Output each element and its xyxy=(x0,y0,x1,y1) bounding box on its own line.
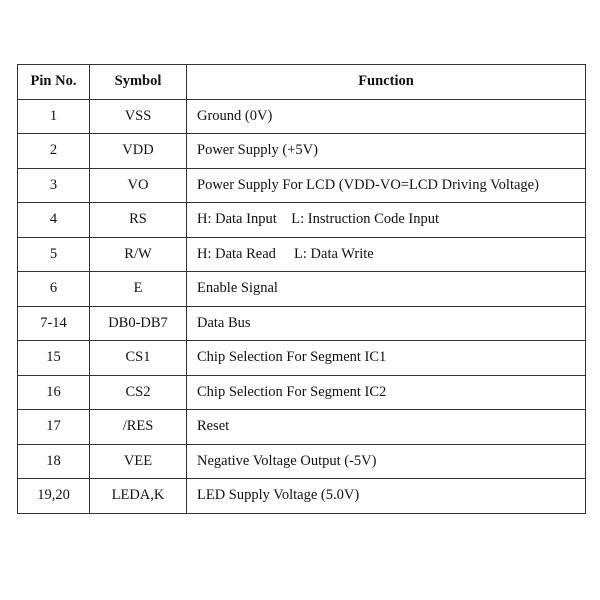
table-row xyxy=(18,341,586,376)
pin-number-cell: 17 xyxy=(18,410,90,445)
function-cell: Data Bus xyxy=(187,306,586,341)
symbol-cell: R/W xyxy=(90,237,187,272)
function-cell: Enable Signal xyxy=(187,272,586,307)
table-row xyxy=(18,99,586,134)
pin-number-cell: 15 xyxy=(18,341,90,376)
symbol-cell: VEE xyxy=(90,444,187,479)
symbol-cell: VDD xyxy=(90,134,187,169)
header-symbol: Symbol xyxy=(90,65,187,100)
pin-number-cell: 6 xyxy=(18,272,90,307)
function-cell: H: Data Input L: Instruction Code Input xyxy=(187,203,586,238)
table-row xyxy=(18,203,586,238)
pin-number-cell: 16 xyxy=(18,375,90,410)
function-cell: LED Supply Voltage (5.0V) xyxy=(187,479,586,514)
symbol-cell: RS xyxy=(90,203,187,238)
pin-definition-table xyxy=(17,64,586,514)
function-cell: Ground (0V) xyxy=(187,99,586,134)
table-row xyxy=(18,272,586,307)
pin-number-cell: 18 xyxy=(18,444,90,479)
function-cell: Reset xyxy=(187,410,586,445)
symbol-cell: CS2 xyxy=(90,375,187,410)
table-row xyxy=(18,134,586,169)
function-cell: Negative Voltage Output (-5V) xyxy=(187,444,586,479)
table-row xyxy=(18,306,586,341)
function-cell: Power Supply For LCD (VDD-VO=LCD Driving Voltage) xyxy=(187,168,586,203)
symbol-cell: CS1 xyxy=(90,341,187,376)
pin-number-cell: 1 xyxy=(18,99,90,134)
pin-number-cell: 3 xyxy=(18,168,90,203)
function-cell: H: Data Read L: Data Write xyxy=(187,237,586,272)
table-row xyxy=(18,237,586,272)
function-cell: Power Supply (+5V) xyxy=(187,134,586,169)
table-row xyxy=(18,410,586,445)
symbol-cell: E xyxy=(90,272,187,307)
symbol-cell: VO xyxy=(90,168,187,203)
function-cell: Chip Selection For Segment IC2 xyxy=(187,375,586,410)
table-row xyxy=(18,168,586,203)
table-row xyxy=(18,479,586,514)
pin-number-cell: 7-14 xyxy=(18,306,90,341)
table-header-row xyxy=(18,65,586,100)
table-row xyxy=(18,375,586,410)
pin-number-cell: 5 xyxy=(18,237,90,272)
pin-number-cell: 2 xyxy=(18,134,90,169)
table-row xyxy=(18,444,586,479)
symbol-cell: LEDA,K xyxy=(90,479,187,514)
pin-number-cell: 19,20 xyxy=(18,479,90,514)
header-pin-no: Pin No. xyxy=(18,65,90,100)
function-cell: Chip Selection For Segment IC1 xyxy=(187,341,586,376)
pin-number-cell: 4 xyxy=(18,203,90,238)
symbol-cell: VSS xyxy=(90,99,187,134)
symbol-cell: DB0-DB7 xyxy=(90,306,187,341)
symbol-cell: /RES xyxy=(90,410,187,445)
header-function: Function xyxy=(187,65,586,100)
